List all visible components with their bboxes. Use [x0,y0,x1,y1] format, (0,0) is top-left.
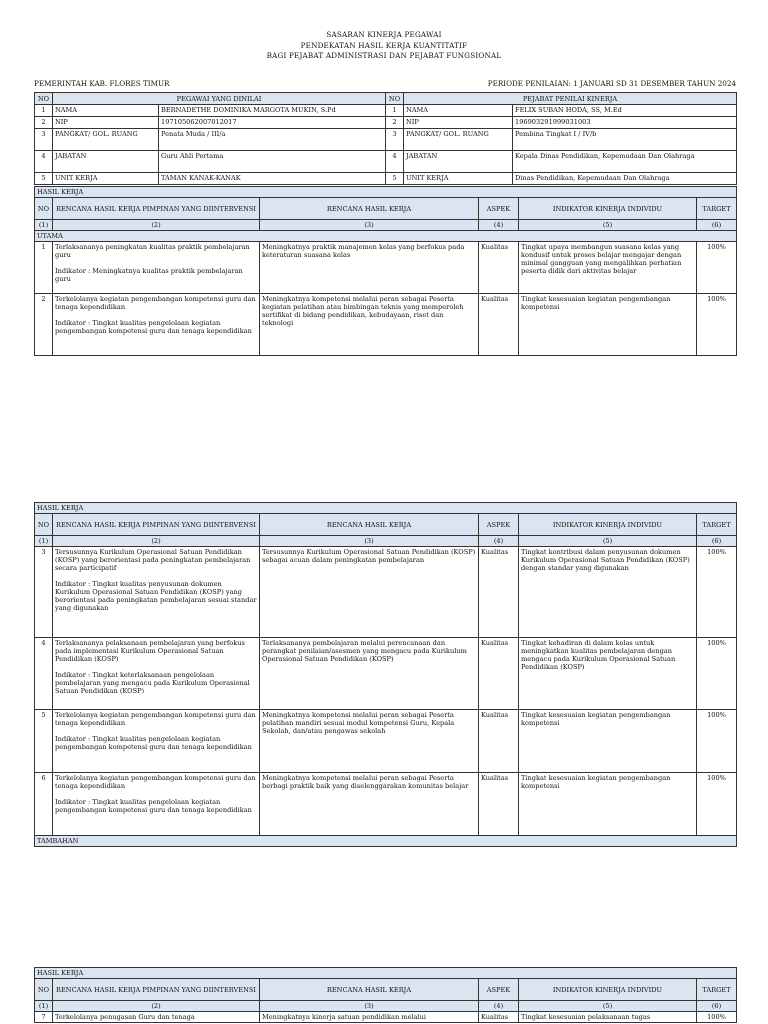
table-row [35,710,737,773]
results-band: HASIL KERJA [35,968,737,979]
row-plan: Meningkatnya kompetensi melalui peran sebagai Peserta kegiatan pelatihan atau bimbingan teknis yang memperoleh sertifikat di bidang pendidikan, kebudayaan, riset dan teknologi [260,294,479,356]
row-no: 5 [35,710,53,773]
identity-row [35,117,737,129]
col-aspect-header: ASPEK [479,514,519,536]
identity-row [35,105,737,117]
row-leader-plan: Terkelolanya kegiatan pengembangan kompetensi guru dan tenaga kependidikan Indikator : Tingkat kualitas pengelolaan kegiatan pengembangan kompetensi guru dan tenaga kependidikan [53,294,260,356]
col-aspect-header: ASPEK [479,198,519,220]
identity-no: 5 [386,173,404,185]
appraiser-header: PEJABAT PENILAI KINERJA [404,93,737,105]
table-row [35,294,737,356]
col-indicator-header: INDIKATOR KINERJA INDIVIDU [519,514,697,536]
row-target: 100% [697,242,737,294]
row-no: 2 [35,294,53,356]
period-label: PERIODE PENILAIAN: 1 JANUARI SD 31 DESEMBER TAHUN 2024 [487,79,736,88]
identity-no: 1 [386,105,404,117]
row-no: 4 [35,638,53,710]
table-row [35,242,737,294]
identity-no: 4 [386,151,404,173]
table-row [35,1012,737,1023]
row-indicator: Tingkat upaya membangun suasana kelas yang kondusif untuk proses belajar mengajar dengan minimal gangguan yang mengalihkan perhatian peserta didik dari aktivitas belajar [519,242,697,294]
sheet-table-1 [34,92,737,185]
col-leader-plan-header: RENCANA HASIL KERJA PIMPINAN YANG DIINTERVENSI [53,979,260,1001]
identity-row [35,129,737,151]
appraiser-position: Kepala Dinas Pendidikan, Kepemudaan Dan Olahraga [513,151,737,173]
col-number: (4) [479,536,519,547]
identity-label: PANGKAT/ GOL. RUANG [53,129,159,151]
appraiser-unit: Dinas Pendidikan, Kepemudaan Dan Olahraga [513,173,737,185]
identity-row [35,151,737,173]
title-line-1: SASARAN KINERJA PEGAWAI [326,30,442,39]
government-label: PEMERINTAH KAB. FLORES TIMUR [34,79,170,88]
identity-no: 1 [35,105,53,117]
row-aspect: Kualitas [479,242,519,294]
table-row [35,773,737,836]
col-number: (5) [519,220,697,231]
row-leader-plan: Terkelolanya kegiatan pengembangan kompetensi guru dan tenaga kependidikan Indikator : Tingkat kualitas pengelolaan kegiatan pengembangan kompetensi guru dan tenaga kependidikan [53,773,260,836]
results-band: HASIL KERJA [35,503,737,514]
row-aspect: Kualitas [479,773,519,836]
col-plan-header: RENCANA HASIL KERJA [260,198,479,220]
col-no-header: NO [35,514,53,536]
col-no-header: NO [35,198,53,220]
meta-line [34,79,736,88]
identity-no: 3 [35,129,53,151]
appraisee-header: PEGAWAI YANG DINILAI [53,93,386,105]
table-row [35,547,737,638]
col-plan-header: RENCANA HASIL KERJA [260,514,479,536]
identity-label: NIP [404,117,513,129]
identity-label: JABATAN [53,151,159,173]
row-indicator: Tingkat kontribusi dalam penyusunan dokumen Kurikulum Operasional Satuan Pendidikan (KOSP) dengan standar yang digunakan [519,547,697,638]
col-number: (6) [697,536,737,547]
col-target-header: TARGET [697,198,737,220]
row-aspect: Kualitas [479,1012,519,1023]
col-number: (3) [260,536,479,547]
appraiser-name: FELIX SUBAN HODA, SS, M.Ed [513,105,737,117]
section-main-label: UTAMA [35,231,737,242]
col-indicator-header: INDIKATOR KINERJA INDIVIDU [519,198,697,220]
row-plan: Terlaksananya pembelajaran melalui perencanaan dan perangkat penilaian/asesmen yang mengacu pada Kurikulum Operasional Satuan Pendidikan (KOSP) [260,638,479,710]
col-number: (2) [53,220,260,231]
col-target-header: TARGET [697,514,737,536]
row-indicator: Tingkat kesesuaian pelaksanaan tugas [519,1012,697,1023]
row-target: 100% [697,547,737,638]
row-leader-plan: Terkelolanya penugasan Guru dan tenaga [53,1012,260,1023]
row-no: 6 [35,773,53,836]
row-aspect: Kualitas [479,710,519,773]
identity-label: UNIT KERJA [53,173,159,185]
row-target: 100% [697,638,737,710]
row-plan: Meningkatnya praktik manajemen kelas yang berfokus pada keteraturan suasana kelas [260,242,479,294]
row-no: 7 [35,1012,53,1023]
identity-label: NAMA [404,105,513,117]
col-indicator-header: INDIKATOR KINERJA INDIVIDU [519,979,697,1001]
row-target: 100% [697,294,737,356]
row-target: 100% [697,710,737,773]
title-line-3: BAGI PEJABAT ADMINISTRASI DAN PEJABAT FUNGSIONAL [266,51,502,60]
col-number: (5) [519,1001,697,1012]
table-row [35,638,737,710]
col-number: (3) [260,1001,479,1012]
row-leader-plan: Terlaksananya pelaksanaan pembelajaran yang berfokus pada implementasi Kurikulum Operasional Satuan Pendidikan (KOSP) Indikator : Tingkat keterlaksanaan pengelolaan pembelajaran yang mengacu pada Kurikulum Operasional Satuan Pendidikan (KOSP) [53,638,260,710]
results-band: HASIL KERJA [35,187,737,198]
row-indicator: Tingkat kesesuaian kegiatan pengembangan kompetensi [519,710,697,773]
row-plan: Meningkatnya kompetensi melalui peran sebagai Peserta berbagi praktik baik yang diselenggarakan komunitas belajar [260,773,479,836]
col-number: (2) [53,1001,260,1012]
row-target: 100% [697,773,737,836]
row-leader-plan: Terlaksananya peningkatan kualitas praktik pembelajaran guru Indikator : Meningkatnya kualitas praktik pembelajaran guru [53,242,260,294]
row-indicator: Tingkat kehadiran di dalam kelas untuk meningkatkan kualitas pembelajaran dengan mengacu pada Kurikulum Operasional Satuan Pendidikan (KOSP) [519,638,697,710]
row-no: 3 [35,547,53,638]
col-number: (1) [35,1001,53,1012]
identity-no: 5 [35,173,53,185]
col-number: (4) [479,220,519,231]
appraisee-unit: TAMAN KANAK-KANAK [159,173,386,185]
row-plan: Meningkatnya kinerja satuan pendidikan melalui [260,1012,479,1023]
appraiser-rank: Pembina Tingkat I / IV/b [513,129,737,151]
appraisee-nip: 197105062007012017 [159,117,386,129]
identity-label: NAMA [53,105,159,117]
col-number: (2) [53,536,260,547]
row-leader-plan: Terkelolanya kegiatan pengembangan kompetensi guru dan tenaga kependidikan Indikator : Tingkat kualitas pengelolaan kegiatan pengembangan kompetensi guru dan tenaga kependidikan [53,710,260,773]
identity-row [35,173,737,185]
identity-no-header: NO [35,93,53,105]
row-aspect: Kualitas [479,638,519,710]
col-plan-header: RENCANA HASIL KERJA [260,979,479,1001]
document-title [0,30,768,62]
section-additional-label: TAMBAHAN [35,836,737,847]
identity-no: 2 [35,117,53,129]
appraiser-nip: 196903291999031003 [513,117,737,129]
title-line-2: PENDEKATAN HASIL KERJA KUANTITATIF [300,40,468,50]
identity-label: PANGKAT/ GOL. RUANG [404,129,513,151]
col-number: (1) [35,220,53,231]
identity-label: UNIT KERJA [404,173,513,185]
row-plan: Meningkatnya kompetensi melalui peran sebagai Peserta pelatihan mandiri sesuai modul kompetensi Guru, Kepala Sekolah, dan/atau pengawas sekolah [260,710,479,773]
col-number: (1) [35,536,53,547]
results-table-3 [34,967,737,1023]
row-aspect: Kualitas [479,294,519,356]
col-leader-plan-header: RENCANA HASIL KERJA PIMPINAN YANG DIINTERVENSI [53,514,260,536]
col-target-header: TARGET [697,979,737,1001]
appraisee-rank: Penata Muda / III/a [159,129,386,151]
identity-label: JABATAN [404,151,513,173]
col-number: (4) [479,1001,519,1012]
identity-label: NIP [53,117,159,129]
col-number: (5) [519,536,697,547]
col-number: (6) [697,1001,737,1012]
results-table-2 [34,502,737,847]
identity-no: 3 [386,129,404,151]
row-indicator: Tingkat kesesuaian kegiatan pengembangan kompetensi [519,773,697,836]
identity-no: 2 [386,117,404,129]
appraisee-position: Guru Ahli Pertama [159,151,386,173]
col-no-header: NO [35,979,53,1001]
col-number: (6) [697,220,737,231]
identity-no: 4 [35,151,53,173]
col-number: (3) [260,220,479,231]
row-no: 1 [35,242,53,294]
row-aspect: Kualitas [479,547,519,638]
col-aspect-header: ASPEK [479,979,519,1001]
row-plan: Tersusunnya Kurikulum Operasional Satuan Pendidikan (KOSP) sebagai acuan dalam peningkatan pembelajaran [260,547,479,638]
row-indicator: Tingkat kesesuaian kegiatan pengembangan kompetensi [519,294,697,356]
identity-no-header: NO [386,93,404,105]
row-target: 100% [697,1012,737,1023]
col-leader-plan-header: RENCANA HASIL KERJA PIMPINAN YANG DIINTERVENSI [53,198,260,220]
appraisee-name: BERNADETHE DOMINIKA MARGOTA MUKIN, S.Pd [159,105,386,117]
results-table-1 [34,186,737,356]
row-leader-plan: Tersusunnya Kurikulum Operasional Satuan Pendidikan (KOSP) yang berorientasi pada peningkatan pembelajaran secara participatif Indikator : Tingkat kualitas penyusunan dokumen Kurikulum Operasional Satuan Pendidikan (KOSP) yang berorientasi pada peningkatan pembelajaran sesuai standar yang digunakan [53,547,260,638]
